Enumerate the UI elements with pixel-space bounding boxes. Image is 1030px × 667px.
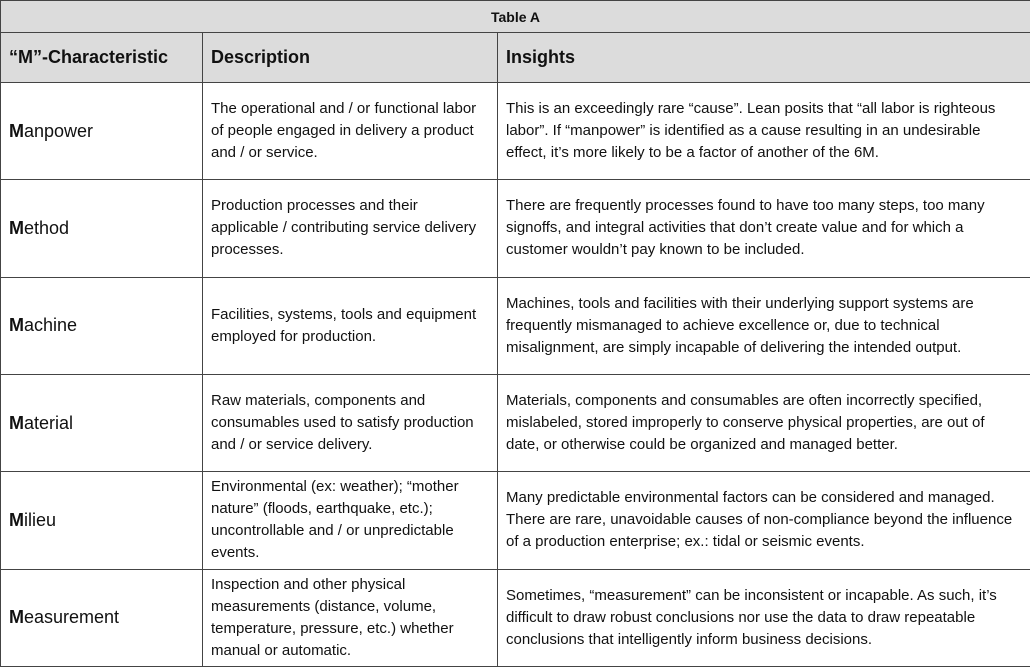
- table-row: [1, 374, 1030, 471]
- characteristic-cell: [1, 472, 203, 569]
- insights-cell: Many predictable environmental factors can be considered and managed. There are rare, unavoidable causes of non-compliance beyond the influence of a production enterprise; ex.: tidal or seismic events.: [498, 472, 1030, 569]
- description-cell: Production processes and their applicable / contributing service delivery processes.: [203, 180, 498, 277]
- characteristic-rest: easurement: [24, 607, 120, 628]
- characteristic-cell: [1, 569, 203, 666]
- characteristic-rest: achine: [24, 315, 78, 336]
- insights-cell: This is an exceedingly rare “cause”. Lean posits that “all labor is righteous labor”. If “manpower” is identified as a cause resulting in an undesirable effect, it’s more likely to be a factor of another of the 6M.: [498, 83, 1030, 180]
- table-row: [1, 569, 1030, 666]
- characteristic-initial: M: [9, 217, 24, 238]
- table-row: [1, 83, 1030, 180]
- insights-cell: Machines, tools and facilities with their underlying support systems are frequently mismanaged to achieve excellence or, due to technical misalignment, are simply incapable of delivering the intended output.: [498, 277, 1030, 374]
- header-characteristic: “M”-Characteristic: [1, 33, 203, 83]
- characteristic-cell: [1, 83, 203, 180]
- insights-cell: Materials, components and consumables are often incorrectly specified, mislabeled, stored improperly to conserve physical properties, are out of date, or otherwise could be organized and managed better.: [498, 374, 1030, 471]
- description-cell: Raw materials, components and consumables used to satisfy production and / or service delivery.: [203, 374, 498, 471]
- table-header-row: [1, 33, 1030, 83]
- header-insights: Insights: [498, 33, 1030, 83]
- insights-cell: There are frequently processes found to have too many steps, too many signoffs, and integral activities that don’t create value and for which a customer wouldn’t pay known to be included.: [498, 180, 1030, 277]
- description-cell: Environmental (ex: weather); “mother nature” (floods, earthquake, etc.); uncontrollable and / or unpredictable events.: [203, 472, 498, 569]
- table-title-row: [1, 1, 1030, 33]
- characteristic-cell: [1, 374, 203, 471]
- table-title: Table A: [1, 1, 1030, 33]
- characteristic-rest: anpower: [24, 120, 94, 141]
- table-row: [1, 472, 1030, 569]
- characteristic-initial: M: [9, 120, 24, 141]
- characteristic-rest: ilieu: [24, 509, 57, 530]
- characteristic-cell: [1, 180, 203, 277]
- characteristic-cell: [1, 277, 203, 374]
- table-row: [1, 180, 1030, 277]
- characteristic-initial: M: [9, 509, 24, 530]
- characteristic-rest: aterial: [24, 412, 74, 433]
- header-description: Description: [203, 33, 498, 83]
- description-cell: Inspection and other physical measurements (distance, volume, temperature, pressure, etc.) whether manual or automatic.: [203, 569, 498, 666]
- description-cell: The operational and / or functional labor of people engaged in delivery a product and / or service.: [203, 83, 498, 180]
- table-row: [1, 277, 1030, 374]
- characteristic-initial: M: [9, 607, 24, 628]
- characteristic-initial: M: [9, 412, 24, 433]
- characteristic-initial: M: [9, 315, 24, 336]
- description-cell: Facilities, systems, tools and equipment employed for production.: [203, 277, 498, 374]
- insights-cell: Sometimes, “measurement” can be inconsistent or incapable. As such, it’s difficult to draw robust conclusions nor use the data to draw repeatable conclusions that intelligently inform business decisions.: [498, 569, 1030, 666]
- characteristic-rest: ethod: [24, 217, 70, 238]
